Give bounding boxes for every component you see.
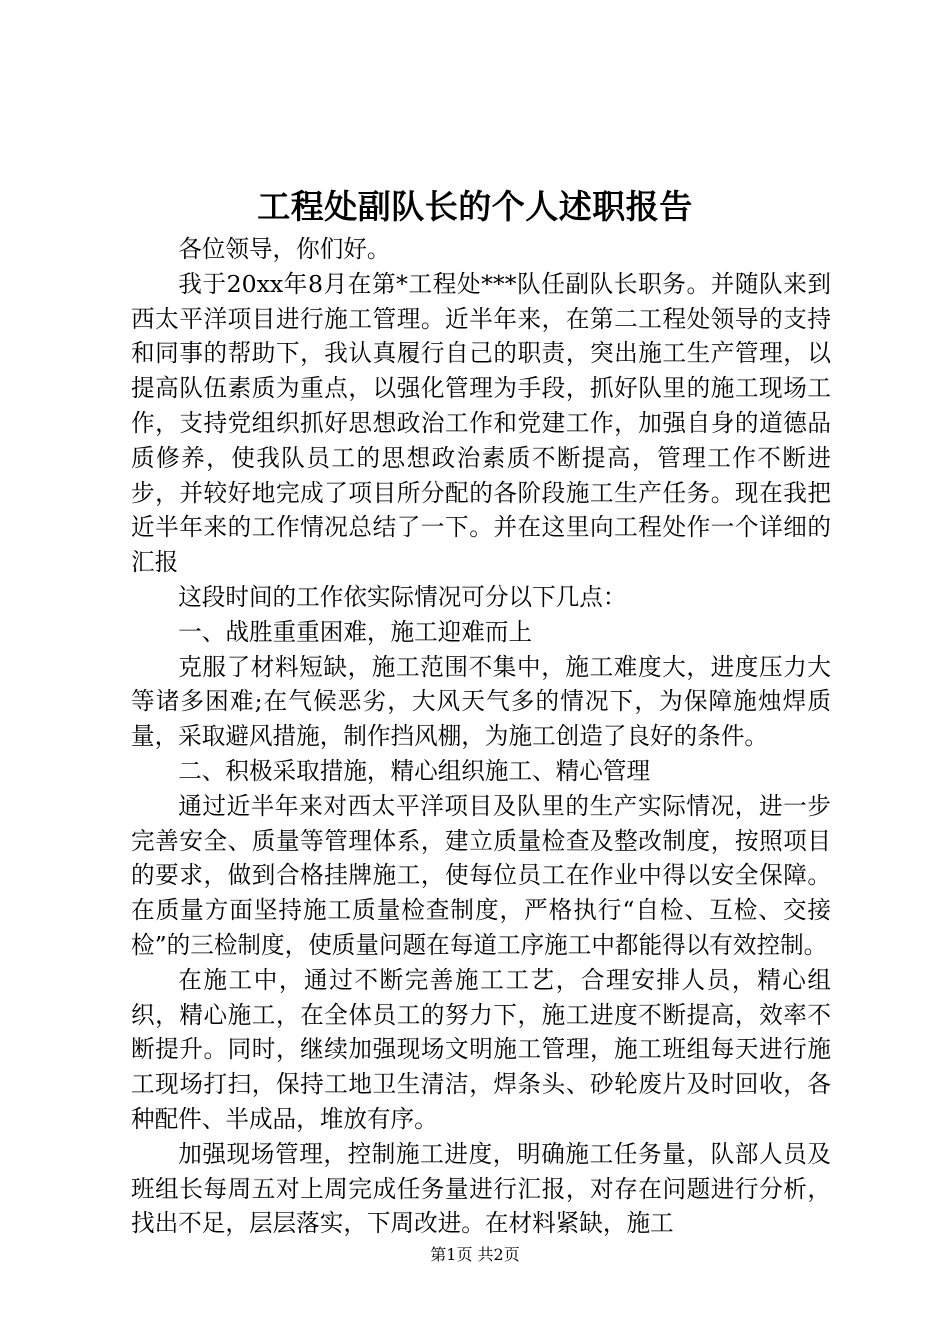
document-title: 工程处副队长的个人述职报告 xyxy=(257,187,693,226)
paragraph-section-2a: 通过近半年来对西太平洋项目及队里的生产实际情况，进一步完善安全、质量等管理体系，建立质量检查及整改制度，按照项目的要求，做到合格挂牌施工，使每位员工在作业中得以安全保障。在质量方面坚持施工质量检查制度，严格执行“自检、互检、交接检”的三检制度，使质量问题在每道工序施工中都能得以有效控制。 xyxy=(131,791,831,959)
section-heading-1: 一、战胜重重困难，施工迎难而上 xyxy=(178,617,533,646)
paragraph-intro: 我于20xx年8月在第*工程处***队任副队长职务。并随队来到西太平洋项目进行施工管理。近半年来，在第二工程处领导的支持和同事的帮助下，我认真履行自己的职责，突出施工生产管理，以提高队伍素质为重点，以强化管理为手段，抓好队里的施工现场工作，支持党组织抓好思想政治工作和党建工作，加强自身的道德品质修养，使我队员工的思想政治素质不断提高，管理工作不断进步，并较好地完成了项目所分配的各阶段施工生产任务。现在我把近半年来的工作情况总结了一下。并在这里向工程处作一个详细的汇报 xyxy=(131,269,831,577)
paragraph-section-2c: 加强现场管理，控制施工进度，明确施工任务量，队部人员及班组长每周五对上周完成任务量进行汇报，对存在问题进行分析，找出不足，层层落实，下周改进。在材料紧缺，施工 xyxy=(131,1139,831,1238)
document-body xyxy=(131,232,831,1241)
paragraph-section-2b: 在施工中，通过不断完善施工工艺，合理安排人员，精心组织，精心施工，在全体员工的努力下，施工进度不断提高，效率不断提升。同时，继续加强现场文明施工管理，施工班组每天进行施工现场打扫，保持工地卫生清洁，焊条头、砂轮废片及时回收，各种配件、半成品，堆放有序。 xyxy=(131,965,831,1133)
paragraph-greeting: 各位领导，你们好。 xyxy=(178,235,391,263)
paragraph-section-1: 克服了材料短缺，施工范围不集中，施工难度大，进度压力大等诸多困难;在气候恶劣，大风天气多的情况下，为保障施烛焊质量，采取避风措施，制作挡风棚，为施工创造了良好的条件。 xyxy=(131,652,831,751)
paragraph-summary-lead: 这段时间的工作依实际情况可分以下几点： xyxy=(178,582,627,611)
section-heading-2: 二、积极采取措施，精心组织施工、精心管理 xyxy=(178,756,651,785)
page-footer: 第1页 共2页 xyxy=(430,1245,520,1264)
